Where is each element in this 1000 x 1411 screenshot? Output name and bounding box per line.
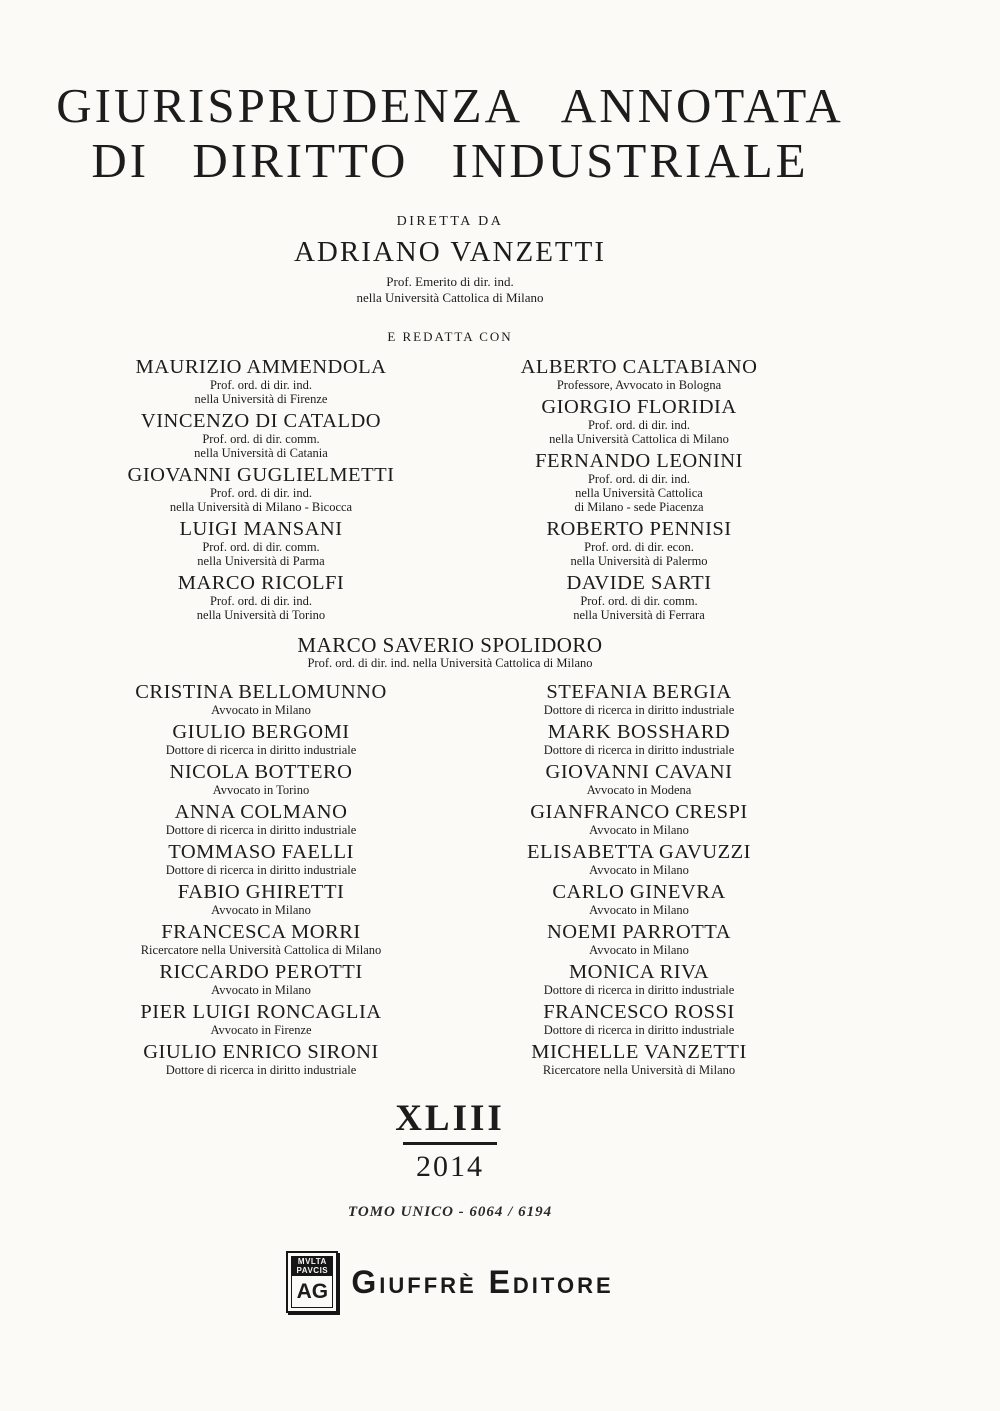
- contributors-columns: [0, 681, 900, 1081]
- editor-entry: [474, 572, 804, 622]
- editor-name: ALBERTO CALTABIANO: [520, 356, 758, 378]
- contributor-entry: [96, 881, 426, 917]
- contributor-name: NICOLA BOTTERO: [169, 761, 353, 783]
- contributor-qualification-line: Avvocato in Modena: [586, 783, 692, 797]
- logo-motto-line: MVLTA: [297, 1257, 327, 1266]
- editor-name: GIORGIO FLORIDIA: [541, 396, 737, 418]
- logo-motto: [291, 1256, 333, 1276]
- editor-entry: [96, 518, 426, 568]
- editor-qualification-line: nella Università di Firenze: [194, 392, 328, 406]
- contributor-qualification-line: Avvocato in Milano: [211, 903, 311, 917]
- editor-entry: [96, 464, 426, 514]
- contributor-entry: [96, 841, 426, 877]
- editor-entry: [474, 518, 804, 568]
- title-line-1: GIURISPRUDENZA ANNOTATA: [56, 78, 844, 133]
- contributor-qualification-line: Dottore di ricerca in diritto industriale: [543, 1023, 735, 1037]
- contributor-qualification-line: Dottore di ricerca in diritto industriale: [543, 703, 735, 717]
- editor-qualification-line: nella Università di Ferrara: [573, 608, 705, 622]
- contributor-name: FRANCESCA MORRI: [161, 921, 361, 943]
- contributor-entry: [96, 721, 426, 757]
- editor-entry: [96, 410, 426, 460]
- contributor-entry: [474, 961, 804, 997]
- contributor-name: CRISTINA BELLOMUNNO: [135, 681, 387, 703]
- contributor-qualification-line: Ricercatore nella Università di Milano: [542, 1063, 736, 1077]
- contributor-qualification-line: Avvocato in Milano: [589, 823, 689, 837]
- contributor-qualification-line: Avvocato in Milano: [211, 983, 311, 997]
- logo-motto-line: PAVCIS: [296, 1266, 329, 1275]
- editor-qualification-line: nella Università di Palermo: [570, 554, 708, 568]
- title-line-2: DI DIRITTO INDUSTRIALE: [91, 133, 809, 188]
- contributor-qualification-line: Dottore di ricerca in diritto industriale: [543, 983, 735, 997]
- contributor-name: PIER LUIGI RONCAGLIA: [140, 1001, 382, 1023]
- contributor-qualification-line: Dottore di ricerca in diritto industriale: [165, 823, 357, 837]
- editor-name: VINCENZO DI CATALDO: [140, 410, 382, 432]
- contributor-qualification-line: Avvocato in Milano: [211, 703, 311, 717]
- contributor-qualification-line: Dottore di ricerca in diritto industriale: [165, 1063, 357, 1077]
- editor-qualification-line: Prof. ord. di dir. ind.: [209, 594, 313, 608]
- contributor-entry: [96, 921, 426, 957]
- contributor-entry: [474, 681, 804, 717]
- contributor-entry: [474, 1001, 804, 1037]
- director-name: ADRIANO VANZETTI: [293, 236, 607, 268]
- volume-year: 2014: [416, 1150, 484, 1183]
- editor-qualification-line: Prof. ord. di dir. ind.: [587, 418, 691, 432]
- contributor-entry: [96, 761, 426, 797]
- editor-entry: [96, 356, 426, 406]
- contributor-entry: [474, 721, 804, 757]
- contributor-name: FABIO GHIRETTI: [177, 881, 345, 903]
- publisher-name: Giuffrè Editore: [351, 1263, 614, 1300]
- contributor-qualification-line: Avvocato in Firenze: [210, 1023, 312, 1037]
- editor-qualification-line: Prof. ord. di dir. ind.: [587, 472, 691, 486]
- contributor-qualification-line: Ricercatore nella Università Cattolica di Milano: [140, 943, 382, 957]
- contributor-entry: [96, 1041, 426, 1077]
- volume-divider: [403, 1142, 497, 1145]
- contributor-entry: [474, 921, 804, 957]
- contributor-name: GIULIO BERGOMI: [172, 721, 350, 743]
- contributor-qualification-line: Avvocato in Milano: [589, 903, 689, 917]
- contributor-qualification-line: Dottore di ricerca in diritto industriale: [165, 863, 357, 877]
- contributor-name: TOMMASO FAELLI: [168, 841, 354, 863]
- contributor-name: ELISABETTA GAVUZZI: [527, 841, 751, 863]
- directed-by-label: DIRETTA DA: [396, 214, 504, 229]
- contributor-name: NOEMI PARROTTA: [547, 921, 731, 943]
- editor-name: FERNANDO LEONINI: [535, 450, 743, 472]
- contributor-name: MARK BOSSHARD: [547, 721, 731, 743]
- editor-qualification-line: Prof. ord. di dir. comm.: [580, 594, 698, 608]
- editor-name: MAURIZIO AMMENDOLA: [135, 356, 387, 378]
- contributor-name: RICCARDO PEROTTI: [159, 961, 363, 983]
- editor-qualification-line: Prof. ord. di dir. comm.: [202, 540, 320, 554]
- contributor-name: MONICA RIVA: [568, 961, 710, 983]
- contributor-entry: [96, 681, 426, 717]
- contributor-qualification-line: Avvocato in Milano: [589, 863, 689, 877]
- editor-name: DAVIDE SARTI: [566, 572, 712, 594]
- director-qualification: [0, 274, 900, 305]
- contributor-entry: [96, 801, 426, 837]
- contributor-name: STEFANIA BERGIA: [546, 681, 732, 703]
- editor-qualification-line: nella Università di Milano - Bicocca: [169, 500, 353, 514]
- editor-qualification-line: Prof. ord. di dir. comm.: [202, 432, 320, 446]
- editor-name: MARCO SAVERIO SPOLIDORO: [297, 633, 603, 657]
- editor-entry: [96, 572, 426, 622]
- director-qualification-line: Prof. Emerito di dir. ind.: [386, 274, 514, 289]
- contributor-name: CARLO GINEVRA: [552, 881, 726, 903]
- contributor-qualification-line: Avvocato in Milano: [589, 943, 689, 957]
- editor-qualification-line: Professore, Avvocato in Bologna: [556, 378, 722, 392]
- tome-info: TOMO UNICO - 6064 / 6194: [347, 1204, 553, 1220]
- contributor-name: FRANCESCO ROSSI: [543, 1001, 735, 1023]
- editor-qualification-line: Prof. ord. di dir. ind. nella Università Cattolica di Milano: [307, 656, 593, 670]
- volume-block: [0, 1099, 900, 1221]
- editor-qualification-line: nella Università di Torino: [196, 608, 326, 622]
- logo-monogram: AG: [291, 1276, 333, 1308]
- editor-name: MARCO RICOLFI: [177, 572, 345, 594]
- editorial-board-columns: [0, 356, 900, 626]
- contributor-entry: [474, 761, 804, 797]
- contributor-name: GIOVANNI CAVANI: [545, 761, 733, 783]
- contributor-qualification-line: Dottore di ricerca in diritto industriale: [165, 743, 357, 757]
- contributor-name: ANNA COLMANO: [174, 801, 348, 823]
- editor-qualification-line: nella Università di Parma: [197, 554, 325, 568]
- editor-qualification-line: nella Università Cattolica di Milano: [549, 432, 729, 446]
- contributor-entry: [474, 801, 804, 837]
- editor-entry: [474, 396, 804, 446]
- editor-qualification-line: Prof. ord. di dir. ind.: [209, 378, 313, 392]
- editor-qualification-line: nella Università Cattolica: [575, 486, 703, 500]
- contributor-entry: [474, 881, 804, 917]
- contributor-name: MICHELLE VANZETTI: [531, 1041, 747, 1063]
- contributors-right-column: [474, 681, 804, 1081]
- editor-name: GIOVANNI GUGLIELMETTI: [127, 464, 395, 486]
- contributor-qualification-line: Dottore di ricerca in diritto industriale: [543, 743, 735, 757]
- edited-with-label: E REDATTA CON: [387, 329, 513, 344]
- editor-entry: [474, 450, 804, 514]
- contributor-name: GIULIO ENRICO SIRONI: [143, 1041, 379, 1063]
- giuffre-logo-icon: [286, 1251, 338, 1313]
- editor-entry-center: [0, 634, 900, 670]
- editor-name: LUIGI MANSANI: [179, 518, 343, 540]
- publisher-block: [0, 1251, 900, 1313]
- contributor-entry: [96, 1001, 426, 1037]
- contributor-entry: [474, 1041, 804, 1077]
- editor-name: ROBERTO PENNISI: [546, 518, 732, 540]
- contributor-entry: [96, 961, 426, 997]
- volume-number: XLIII: [395, 1098, 505, 1139]
- contributor-name: GIANFRANCO CRESPI: [530, 801, 748, 823]
- board-left-column: [96, 356, 426, 626]
- board-right-column: [474, 356, 804, 626]
- editor-qualification-line: Prof. ord. di dir. ind.: [209, 486, 313, 500]
- contributor-qualification-line: Avvocato in Torino: [212, 783, 310, 797]
- contributors-left-column: [96, 681, 426, 1081]
- editor-qualification-line: Prof. ord. di dir. econ.: [584, 540, 694, 554]
- page-title: [0, 78, 900, 188]
- director-qualification-line: nella Università Cattolica di Milano: [356, 289, 544, 305]
- editor-qualification-line: nella Università di Catania: [194, 446, 328, 460]
- contributor-entry: [474, 841, 804, 877]
- editor-qualification-line: di Milano - sede Piacenza: [574, 500, 704, 514]
- editor-entry: [474, 356, 804, 392]
